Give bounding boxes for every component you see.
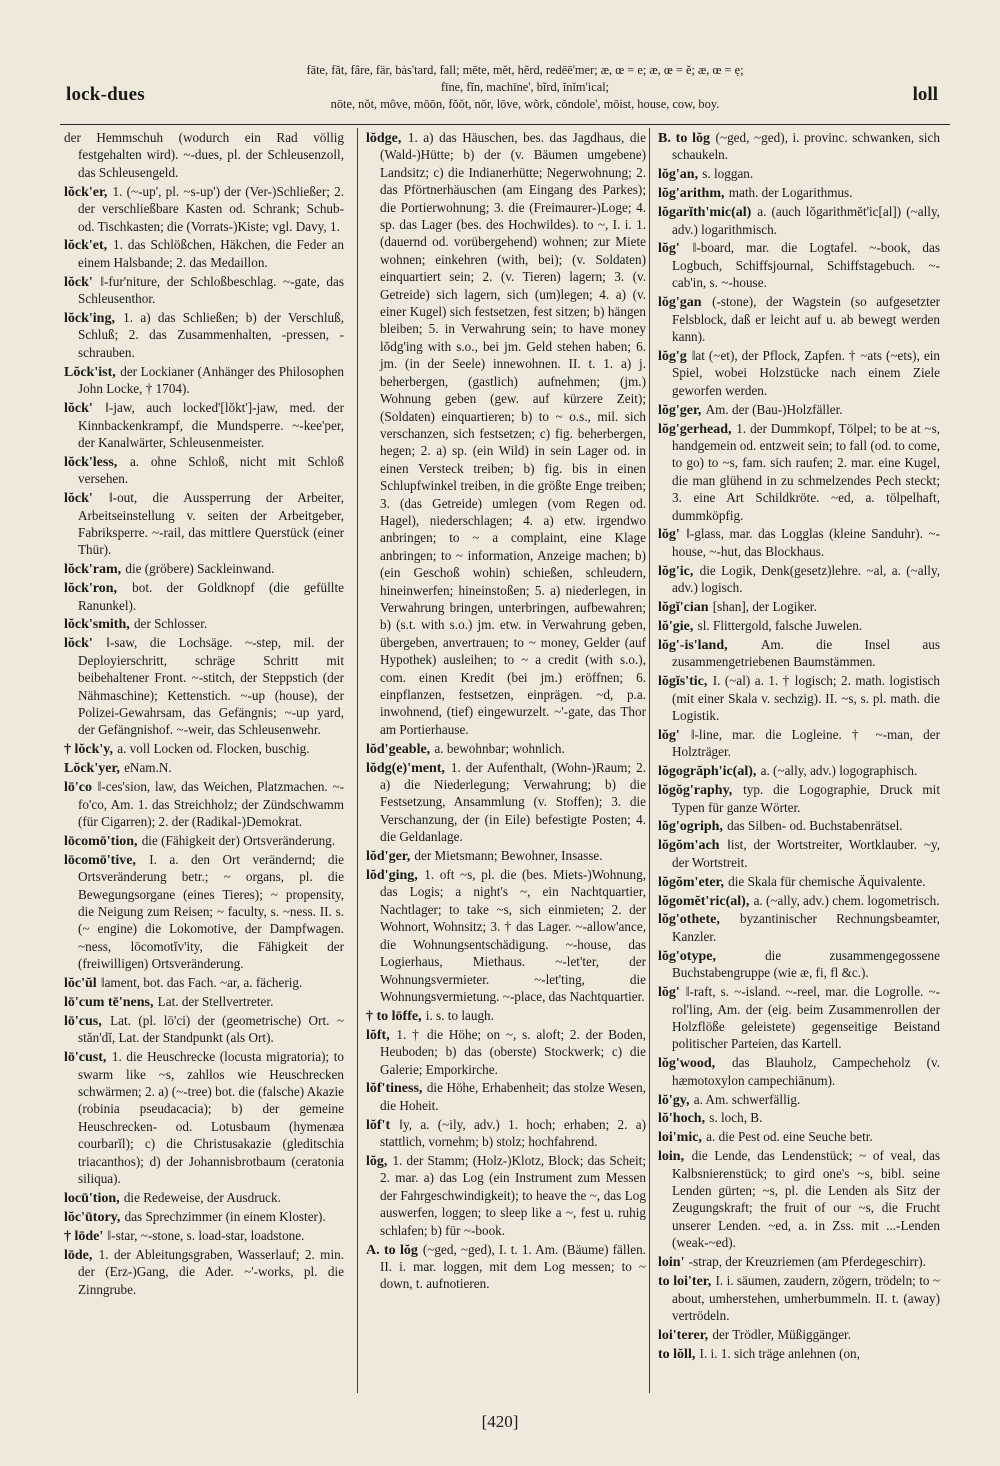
entry-headword: lō'cust, xyxy=(64,1050,107,1066)
entry-headword: lŏgĭ'cian xyxy=(658,600,709,616)
dictionary-entry xyxy=(658,782,940,817)
entry-headword: lŏgomĕt'ric(al), xyxy=(658,893,750,909)
dictionary-entry xyxy=(64,310,344,362)
dictionary-entry xyxy=(658,948,940,983)
entry-headword: lŏ'gy, xyxy=(658,1092,690,1108)
entry-definition: a. (~ally, adv.) chem. logometrisch. xyxy=(753,892,940,908)
entry-definition: ‖-out, die Aussperrung der Arbeiter, Arbeitseinstellung v. seiten der Arbeitgeber, Fabriksperre. ~-rail, das mittlere Querstück (einer Thür). xyxy=(78,490,344,558)
entry-headword: lŏg'an, xyxy=(658,167,699,183)
dictionary-entry xyxy=(658,185,940,202)
column-divider xyxy=(357,128,358,1393)
dictionary-entry xyxy=(658,1092,940,1109)
entry-headword: lŏg' xyxy=(658,727,680,743)
dictionary-entry xyxy=(658,763,940,780)
dictionary-entry xyxy=(64,1209,344,1226)
entry-headword: † lōde' xyxy=(64,1228,104,1244)
dictionary-entry xyxy=(366,1080,646,1115)
dictionary-entry xyxy=(64,130,344,182)
dictionary-entry xyxy=(64,400,344,452)
entry-definition: die Skala für chemische Äquivalente. xyxy=(728,873,926,889)
dictionary-entry xyxy=(64,561,344,578)
dictionary-entry xyxy=(366,1008,646,1025)
dictionary-column-2 xyxy=(366,130,646,1400)
entry-definition: a. ohne Schloß, nicht mit Schloß versehen. xyxy=(78,453,344,487)
entry-headword: lŏck' xyxy=(64,401,93,417)
entry-headword: B. to lŏg xyxy=(658,131,711,146)
entry-headword: lŏg'arithm, xyxy=(658,186,725,202)
dictionary-entry xyxy=(64,490,344,560)
dictionary-entry xyxy=(658,818,940,835)
entry-headword: lŏg'gerhead, xyxy=(658,421,732,437)
entry-definition: das Sprechzimmer (in einem Kloster). xyxy=(124,1208,326,1224)
entry-definition: die Lende, das Lendenstück; ~ of veal, das Kalbsnierenstück; to gird one's ~s, bibl. seine Lenden gürten; ~s, pl. die Lenden als Sitz der Zeugungskraft; the fruit of our ~s, die Frucht unserer Lenden. ~ed, a. in Zss. mit ...-Lenden (weak-~ed). xyxy=(672,1148,940,1251)
dictionary-entry xyxy=(658,1254,940,1271)
entry-headword: to lŏll, xyxy=(658,1346,696,1362)
entry-headword: lŏg'gan xyxy=(658,295,702,311)
pronunciation-key xyxy=(220,62,830,113)
entry-headword: lŏck' xyxy=(64,491,93,507)
dictionary-entry xyxy=(658,1346,940,1363)
entry-headword: lō'co xyxy=(64,780,92,796)
dictionary-column-3 xyxy=(658,130,940,1400)
entry-definition: ‖-raft, s. ~-island. ~-reel, mar. die Logrolle. ~-rol'ling, Am. der (eig. beim Zusammenrollen der Holzflöße geleistete) gegenseitige Beistand politischer Parteien, das Kartell. xyxy=(672,984,940,1052)
dictionary-entry xyxy=(658,618,940,635)
dictionary-entry xyxy=(658,526,940,561)
entry-headword: lŏg'wood, xyxy=(658,1056,716,1072)
entry-headword: lŏg'ic, xyxy=(658,563,694,579)
entry-headword: lŏc'ūtory, xyxy=(64,1209,121,1225)
dictionary-entry xyxy=(64,1190,344,1207)
dictionary-entry xyxy=(658,911,940,946)
dictionary-entry xyxy=(658,402,940,419)
entry-headword: lŏ'hoch, xyxy=(658,1111,706,1127)
entry-definition: der Lockianer (Anhänger des Philosophen John Locke, † 1704). xyxy=(78,363,344,397)
entry-definition: (-stone), der Wagstein (so aufgesetzter Felsblock, daß er leicht auf u. ab bewegt werden kann). xyxy=(672,294,940,344)
entry-definition: der Mietsmann; Bewohner, Insasse. xyxy=(414,848,603,864)
dictionary-entry xyxy=(366,1153,646,1240)
dictionary-entry xyxy=(64,1049,344,1188)
dictionary-entry xyxy=(64,1013,344,1048)
entry-definition: der Hemmschuh (wodurch ein Rad völlig festgehalten wird). ~-dues, pl. der Schleusenzoll, das Schleusengeld. xyxy=(64,130,344,180)
entry-definition: der Trödler, Müßiggänger. xyxy=(712,1326,852,1342)
entry-definition: die (Fähigkeit der) Ortsveränderung. xyxy=(141,832,336,848)
dictionary-entry xyxy=(658,599,940,616)
entry-definition: die (gröbere) Sackleinwand. xyxy=(125,561,275,577)
dictionary-entry xyxy=(658,1273,940,1325)
entry-definition: [shan], der Logiker. xyxy=(712,599,817,615)
entry-definition: a. (auch lŏgarithmĕt'ic[al]) (~ally, adv.) logarithmisch. xyxy=(672,204,940,237)
entry-headword: loi'terer, xyxy=(658,1327,709,1343)
entry-headword: lŏ'gie, xyxy=(658,618,694,634)
entry-headword: Lŏck'ist, xyxy=(64,364,116,380)
entry-headword: lŏc'ŭl xyxy=(64,976,97,992)
entry-headword: lŏck'er, xyxy=(64,184,108,200)
dictionary-entry xyxy=(658,348,940,400)
dictionary-entry xyxy=(64,994,344,1011)
entry-headword: lŏdg(e)'ment, xyxy=(366,760,445,776)
column-divider xyxy=(649,128,650,1393)
dictionary-entry xyxy=(658,673,940,725)
entry-headword: † lŏck'y, xyxy=(64,742,114,758)
entry-headword: lŏg' xyxy=(658,241,680,257)
dictionary-entry xyxy=(658,1055,940,1090)
dictionary-entry xyxy=(64,274,344,309)
entry-headword: lŏck' xyxy=(64,274,93,290)
pronunciation-key-line: fāte, făt, fâre, fär, bȧs'tard, fall; mēte, mĕt, hẽrd, redēē'mer; æ, œ = e; æ, œ = ĕ; æ, œ = ẹ; xyxy=(306,63,744,77)
entry-definition: ‖y, a. (~ily, adv.) 1. hoch; erhaben; 2. a) stattlich, vornehm; b) stolz; hochfahrend. xyxy=(380,1116,646,1150)
dictionary-entry xyxy=(366,130,646,739)
dictionary-entry xyxy=(658,874,940,891)
entry-definition: I. a. den Ort verändernd; die Ortsveränderung betr.; ~ organs, pl. die Bewegungsorgane (eines Tieres); ~ propensity, die Neigung zum Reisen; ~ faculty, s. ~ness. II. s. (~ engine) die Lokomotive, der Dampfwagen. ~ness, lōcomotĭv'ity, die Fähigkeit der (freiwilligen) Ortsveränderung. xyxy=(78,851,344,972)
entry-headword: lŏg' xyxy=(658,985,680,1001)
entry-headword: lōcomō'tive, xyxy=(64,852,136,868)
dictionary-entry xyxy=(658,637,940,672)
entry-headword: lŏf't xyxy=(366,1117,391,1133)
entry-headword: lŏgĭs'tic, xyxy=(658,674,708,690)
dictionary-entry xyxy=(64,1247,344,1299)
dictionary-entry xyxy=(64,237,344,272)
entry-headword: lŏgŏg'raphy, xyxy=(658,783,733,799)
dictionary-entry xyxy=(366,1027,646,1079)
entry-definition: ‖-board, mar. die Logtafel. ~-book, das Logbuch, Schiffsjournal, Schiffstagebuch. ~-cab'in, s. ~-house. xyxy=(672,240,940,291)
entry-definition: der Schlosser. xyxy=(133,616,208,632)
dictionary-entry xyxy=(658,294,940,346)
dictionary-entry xyxy=(366,741,646,758)
entry-definition: 1. die Heuschrecke (locusta migratoria); to swarm like ~s, zahllos wie Heuschrecken schwärmen; 2. a) (~-tree) bot. die (falsche) Akazie (robinia pseudacacia); b) der gemeine Heuschrecken- od. Lotusbaum (hymenæa courbarĭl); c) die Christusakazie (gleditschia triacanthos); d) der Johannisbrotbaum (ceratonia siliqua). xyxy=(78,1049,344,1187)
entry-headword: loi'mic, xyxy=(658,1130,702,1146)
dictionary-entry xyxy=(658,984,940,1054)
entry-definition: s. loggan. xyxy=(702,166,754,182)
dictionary-entry xyxy=(658,1110,940,1127)
entry-definition: ‖-glass, mar. das Logglas (kleine Sanduhr). ~-house, ~-hut, das Blockhaus. xyxy=(672,526,940,559)
entry-definition: (~ged, ~ged), i. provinc. schwanken, sich schaukeln. xyxy=(672,130,940,163)
entry-definition: eNam.N. xyxy=(124,760,172,776)
dictionary-entry xyxy=(658,1148,940,1252)
dictionary-entry xyxy=(64,779,344,831)
entry-definition: bot. der Goldknopf (die gefüllte Ranunkel). xyxy=(78,580,344,613)
dictionary-entry xyxy=(658,130,940,165)
entry-definition: a. voll Locken od. Flocken, buschig. xyxy=(117,741,310,757)
entry-headword: lŏdge, xyxy=(366,131,402,146)
dictionary-entry xyxy=(64,635,344,739)
entry-headword: lŏck'ram, xyxy=(64,562,122,578)
entry-definition: ‖-ces'sion, law, das Weichen, Platzmachen. ~-fo'co, Am. 1. das Streichholz; der Zündschwamm (für Cigarren); 2. der (Radikal-)Demokrat. xyxy=(78,779,344,829)
entry-headword: A. to lŏg xyxy=(366,1242,418,1258)
dictionary-entry xyxy=(658,204,940,239)
entry-headword: lŏgarĭth'mic(al) xyxy=(658,205,752,221)
entry-headword: lŏck'smith, xyxy=(64,617,130,633)
entry-headword: lōde, xyxy=(64,1247,93,1263)
dictionary-entry xyxy=(658,240,940,292)
entry-definition: s. loch, B. xyxy=(709,1110,763,1126)
entry-definition: I. (~al) a. 1. † logisch; 2. math. logistisch (mit einer Skala v. sechzig). II. ~s, s. pl. math. die Logistik. xyxy=(672,673,940,723)
dictionary-entry xyxy=(366,760,646,847)
dictionary-entry xyxy=(64,580,344,615)
entry-headword: lŏck'ron, xyxy=(64,581,118,597)
entry-definition: ‖ament, bot. das Fach. ~ar, a. fächerig. xyxy=(100,975,303,991)
entry-definition: a. Am. schwerfällig. xyxy=(693,1091,801,1107)
entry-headword: lŏf'tiness, xyxy=(366,1081,423,1097)
entry-headword: lŏck' xyxy=(64,636,93,652)
entry-definition: sl. Flittergold, falsche Juwelen. xyxy=(697,617,863,633)
dictionary-entry xyxy=(64,184,344,236)
entry-definition: die Höhe, Erhabenheit; das stolze Wesen, die Hoheit. xyxy=(380,1080,646,1113)
dictionary-entry xyxy=(658,837,940,872)
entry-headword: lŏg, xyxy=(366,1154,388,1170)
dictionary-entry xyxy=(366,1117,646,1152)
dictionary-entry xyxy=(64,364,344,399)
entry-definition: ‖at (~et), der Pflock, Zapfen. † ~ats (~ets), ein Spiel, wobei Holzstücke nach einem Ziele geworfen werden. xyxy=(672,347,940,398)
entry-definition: das Silben- od. Buchstabenrätsel. xyxy=(727,818,903,834)
entry-definition: ‖-jaw, auch locked'[lŏkt']-jaw, med. der Kinnbackenkrampf, die Mundsperre. ~-kee'per, der Kanalwärter, Schleusenmeister. xyxy=(78,400,344,450)
entry-headword: lŏft, xyxy=(366,1027,390,1043)
entry-headword: lŏgogrăph'ic(al), xyxy=(658,764,757,780)
entry-definition: 1. a) das Häuschen, bes. das Jagdhaus, die (Wald-)Hütte; b) der (v. Bäumen umgebene) Landsitz; c) die Indianerhütte; Negerwohnung; 2. das Pförtnerhäuschen (am Eingang des Parkes); die Portierwohnung; 3. die (Freimaurer-)Loge; 4. sp. das Lager (bes. des Hochwildes). to ~, I. i. 1. (dauernd od. vorübergehend) wohnen; zur Miete wohnen; einkehren (with, bei); (v. Soldaten) einquartiert sein; 2. (v. Tieren) lagern; 3. (v. Getreide) sich lagern, sich (um)legen; 4. a) (v. einer Kugel) sich festsetzen, fest sitzen; b) hängen bleiben; 5. in Verwahrung sein; to have money lŏdg'ing with s.o., bei jm. Geld stehen haben; 6. jm. (in der Seele) innewohnen. II. t. 1. a) j. beherbergen, (gastlich) aufnehmen; (jm.) Wohnung geben (gew. auf kürzere Zeit); (Soldaten) einquartieren; b) to ~ o.s., mil. sich verschanzen, sich festsetzen; c) fig. beherbergen, hegen; 2. a) sp. (ein Wild) in sein Lager od. in einen Versteck treiben; b) fig. bis in einen Schlupfwinkel treiben, in die größte Enge treiben; 3. (das Getreide) umlegen (vom Regen od. Hagel), niederschlagen; 4. a) etw. irgendwo anbringen; to ~ a complaint, eine Klage anbringen; to ~ information, Anzeige machen; b) (ein Geschoß wohin) schießen, schleudern, hineinwerfen; hineinstoßen; 5. a) niederlegen, in Verwahrung bringen, unterbringen, aufbewahren; b) (s.t. with s.o.) jm. etw. in Verwahrung geben, übergeben, anvertrauen; to ~ money, Gelder (auf Hypothek) ausleihen; to ~ a credit (with s.o.), com. einen Kredit (bei jm.) eröffnen; 6. einpflanzen, festsetzen, einprägen. ~d, p.a. inwohnend, (tief) eingewurzelt. ~'-gate, das Thor am Portierhause. xyxy=(380,130,646,737)
entry-headword: loin' xyxy=(658,1255,685,1271)
entry-definition: ‖-star, ~-stone, s. load-star, loadstone. xyxy=(107,1227,305,1243)
entry-headword: lōcomō'tion, xyxy=(64,833,138,849)
entry-definition: 1. der Dummkopf, Tölpel; to be at ~s, handgemein od. entzweit sein; to fall (od. to come, to go) to ~s, fam. sich raufen; 2. mar. eine Kugel, die man glühend in zu schmelzendes Pech steckt; 3. eine Art Schildkröte. ~ed, a. tölpelhaft, dummköpfig. xyxy=(672,420,940,523)
pronunciation-key-line: fīne, fĭn, machīne', bĩrd, ĭnĭm'ical; xyxy=(440,80,610,94)
entry-definition: Lat. der Stellvertreter. xyxy=(157,994,274,1009)
dictionary-entry xyxy=(658,563,940,598)
dictionary-entry xyxy=(64,454,344,489)
entry-definition: 1. der Ableitungsgraben, Wasserlauf; 2. min. der (Erz-)Gang, die Ader. ~'-works, pl. die Zinngrube. xyxy=(78,1246,344,1297)
dictionary-entry xyxy=(658,166,940,183)
entry-headword: lŏck'less, xyxy=(64,454,118,470)
entry-definition: a. die Pest od. eine Seuche betr. xyxy=(706,1129,873,1145)
entry-headword: lŏg'othete, xyxy=(658,912,720,928)
entry-definition: Am. die Insel aus zusammengetriebenen Baumstämmen. xyxy=(672,636,940,670)
entry-headword: lŏg'ger, xyxy=(658,402,702,418)
entry-headword: lŏd'geable, xyxy=(366,741,431,757)
entry-definition: 1. † die Höhe; on ~, s. aloft; 2. der Boden, Heuboden; b) das (oberste) Stockwerk; c) die Galerie; Emporkirche. xyxy=(380,1026,646,1077)
entry-definition: 1. (~-up', pl. ~s-up') der (Ver-)Schließer; 2. der verschließbare Kasten od. Schrank; Schub- od. Tischkasten; die (Vorrats-)Kiste; vgl. Davy, 1. xyxy=(78,183,344,234)
entry-headword: lō'cum tē'nens, xyxy=(64,995,154,1010)
entry-definition: Am. der (Bau-)Holzfäller. xyxy=(705,401,843,417)
entry-headword: lŏck'ing, xyxy=(64,311,115,327)
dictionary-entry xyxy=(366,848,646,865)
entry-definition: math. der Logarithmus. xyxy=(728,185,853,201)
dictionary-entry xyxy=(64,1228,344,1245)
entry-definition: ‖ist, der Wortstreiter, Wortklauber. ~y, der Wortstreit. xyxy=(672,837,940,870)
entry-headword: lŏgŏm'ach xyxy=(658,838,720,854)
entry-definition: ‖-line, mar. die Logleine. † ~-man, der Holzträger. xyxy=(672,726,940,760)
entry-headword: to loi'ter, xyxy=(658,1274,712,1290)
entry-definition: byzantinischer Rechnungsbeamter, Kanzler. xyxy=(672,911,940,944)
entry-definition: ‖-fur'niture, der Schloßbeschlag. ~-gate, das Schleusenthor. xyxy=(78,273,344,307)
entry-definition: das Blauholz, Campecheholz (v. hæmotoxylon campechiānum). xyxy=(672,1055,940,1088)
entry-definition: Lat. (pl. lō'ci) der (geometrische) Ort. ~ stăn'dĭ, Lat. der Standpunkt (als Ort). xyxy=(78,1012,344,1046)
entry-headword: † to lōffe, xyxy=(366,1008,422,1024)
dictionary-entry xyxy=(64,760,344,777)
entry-definition: 1. das Schlößchen, Häkchen, die Feder an einem Halsbande; 2. das Medaillon. xyxy=(78,237,344,270)
entry-headword: lŏgŏm'eter, xyxy=(658,874,724,890)
entry-headword: lŏg'-is'land, xyxy=(658,637,728,653)
dictionary-entry xyxy=(658,1327,940,1344)
entry-definition: a. (~ally, adv.) logographisch. xyxy=(760,763,918,779)
dictionary-entry xyxy=(64,852,344,974)
entry-headword: loin, xyxy=(658,1149,685,1165)
entry-definition: 1. a) das Schließen; b) der Verschluß, Schluß; 2. das Zusammenhalten, -pressen, -schrauben. xyxy=(78,310,344,360)
entry-headword: lŏg'ogriph, xyxy=(658,819,723,835)
pronunciation-key-line: nōte, nŏt, môve, mōōn, fŏŏt, nŏr, lōve, wõrk, cŏndole', mōist, house, cow, boy. xyxy=(330,97,720,111)
entry-definition: die Logik, Denk(gesetz)lehre. ~al, a. (~ally, adv.) logisch. xyxy=(672,562,940,596)
left-guideword: lock-dues xyxy=(66,84,145,105)
entry-headword: lŏg'otype, xyxy=(658,948,716,964)
entry-headword: locū'tion, xyxy=(64,1190,120,1206)
dictionary-column-1 xyxy=(64,130,344,1400)
entry-definition: a. bewohnbar; wohnlich. xyxy=(434,740,565,756)
entry-headword: lŏd'ging, xyxy=(366,868,418,884)
dictionary-entry xyxy=(64,616,344,633)
entry-definition: 1. der Stamm; (Holz-)Klotz, Block; das Scheit; 2. mar. a) das Log (ein Instrument zum Messen der Fahrgeschwindigkeit); to heave the ~, das Log auswerfen, loggen; to sleep like a ~, fest u. ruhig schlafen; b) für ~-book. xyxy=(380,1153,646,1238)
entry-definition: die Redeweise, der Ausdruck. xyxy=(123,1189,281,1205)
entry-headword: lŏd'ger, xyxy=(366,849,411,865)
entry-definition: 1. der Aufenthalt, (Wohn-)Raum; 2. a) die Niederlegung; Verwahrung; b) die Festsetzung, Ansammlung (v. Stoffen); 3. die Verschanzung, der (in Eile) befestigte Posten; 4. die Geldanlage. xyxy=(380,759,646,845)
right-guideword: loll xyxy=(912,84,938,105)
dictionary-entry xyxy=(64,975,344,992)
dictionary-entry xyxy=(658,893,940,910)
dictionary-entry xyxy=(658,1129,940,1146)
page-header xyxy=(60,62,950,122)
entry-headword: Lŏck'yer, xyxy=(64,761,120,777)
entry-definition: die zusammengegossene Buchstabengruppe (wie æ, fi, fl &c.). xyxy=(672,947,940,981)
page-number: [420] xyxy=(481,1412,519,1431)
header-rule xyxy=(60,124,950,125)
entry-headword: lŏg' xyxy=(658,527,680,543)
entry-definition: (~ged, ~ged), I. t. 1. Am. (Bäume) fällen. II. i. mar. loggen, mit dem Log messen; to ~ down, t. aufnotieren. xyxy=(380,1241,646,1292)
entry-definition: ‖-saw, die Lochsäge. ~-step, mil. der Deployierschritt, schräge Schritt mit beibehaltener Front. ~-stitch, der Steppstich (der Nähmaschine); Kettenstich. ~-up (house), der Polizei-Gewahrsam, das Gefängnis; ~-up yard, der Gefängnishof. ~-weir, das Schleusenwehr. xyxy=(78,635,344,738)
entry-headword: lō'cus, xyxy=(64,1013,102,1029)
entry-definition: I. i. säumen, zaudern, zögern, trödeln; to ~ about, umherstehen, umherbummeln. II. t. (away) vertrödeln. xyxy=(672,1273,940,1323)
entry-definition: 1. oft ~s, pl. die (bes. Miets-)Wohnung, das Logis; a night's ~, ein Nachtquartier, Nachtlager; to take ~s, sich einmieten; 2. der Wohnort, Wohnsitz; 3. † das Lager. ~-allow'ance, die Wohnungsentschädigung. ~-house, das Logierhaus, Miethaus. ~-let'ter, der Wohnungsvermieter. ~-let'ting, die Wohnungsvermietung. ~-place, das Nachtquartier. xyxy=(380,867,646,1004)
dictionary-entry xyxy=(366,867,646,1006)
entry-definition: typ. die Logographie, Druck mit Typen für ganze Wörter. xyxy=(672,782,940,815)
entry-definition: -strap, der Kreuzriemen (am Pferdegeschirr). xyxy=(688,1254,926,1270)
entry-definition: i. s. to laugh. xyxy=(425,1007,494,1023)
dictionary-entry xyxy=(658,421,940,525)
entry-definition: I. i. 1. sich träge anlehnen (on, xyxy=(699,1345,860,1361)
dictionary-entry xyxy=(64,833,344,850)
dictionary-entry xyxy=(366,1242,646,1294)
entry-headword: lŏck'et, xyxy=(64,238,108,254)
entry-headword: lŏg'g xyxy=(658,348,687,364)
dictionary-entry xyxy=(658,727,940,762)
dictionary-entry xyxy=(64,741,344,758)
